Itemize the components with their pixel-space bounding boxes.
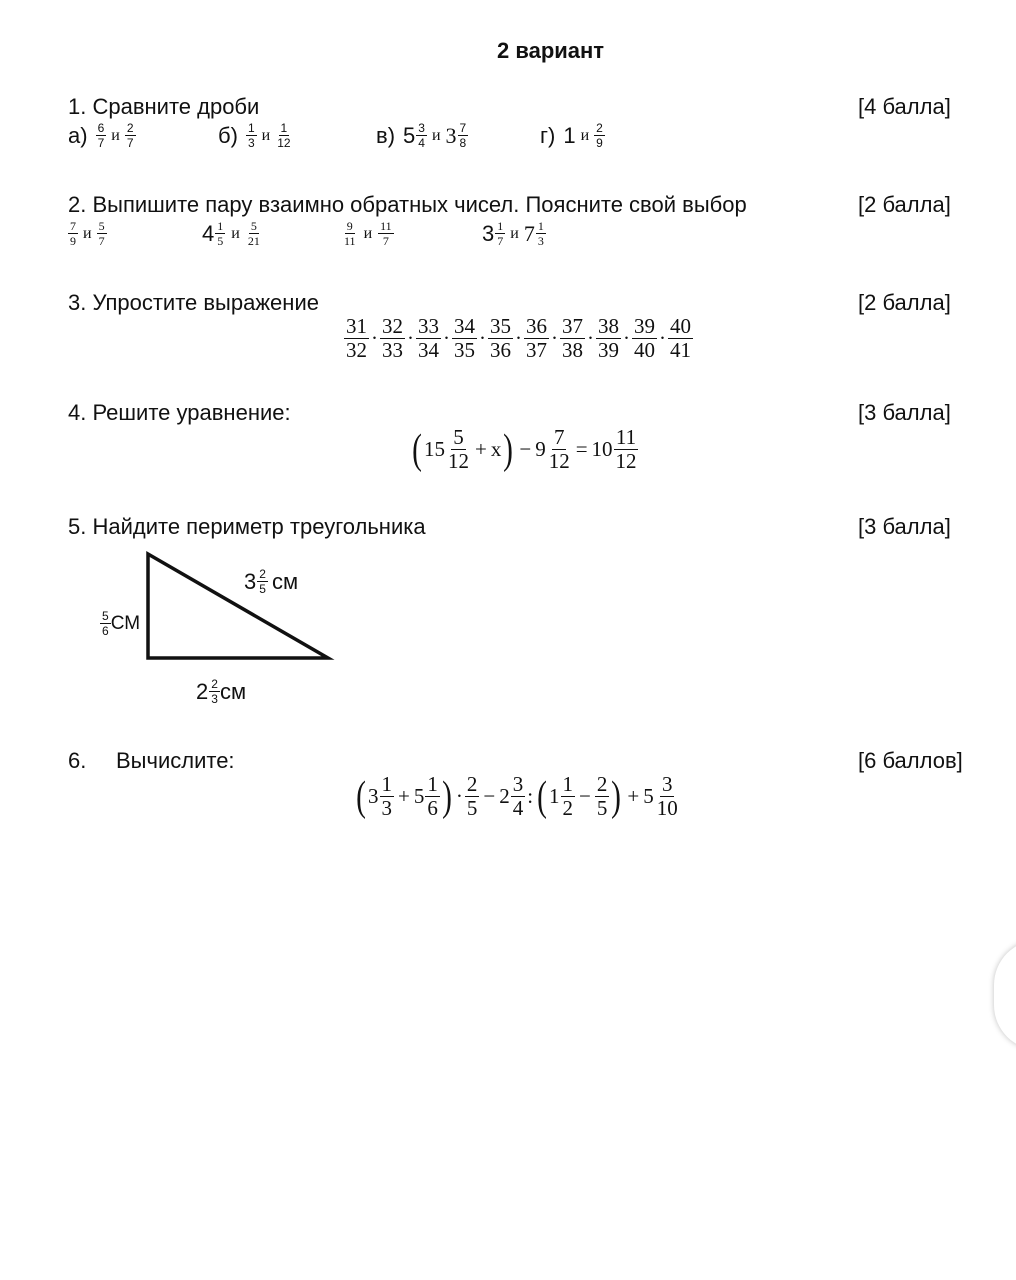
fraction: 1 7 <box>497 219 504 248</box>
task-2-item-1: 7 9 и 5 7 <box>70 219 105 248</box>
multiply-dot: · <box>551 326 558 350</box>
product-fraction: 39 40 <box>634 314 655 362</box>
task-1-item-a: а) 6 7 и 2 7 <box>68 121 134 150</box>
product-fraction: 34 35 <box>454 314 475 362</box>
product-fraction: 36 37 <box>526 314 547 362</box>
task-6-heading: Вычислите: <box>116 748 235 773</box>
fraction: 1 3 <box>247 121 255 150</box>
task-2-item-2: 4 1 5 и 5 21 <box>202 219 260 248</box>
multiply-dot: · <box>407 326 414 350</box>
fraction: 2 7 <box>126 121 134 150</box>
task-5-points: [3 балла] <box>858 514 951 539</box>
floating-scroll-button[interactable] <box>994 940 1016 1050</box>
fraction: 11 12 <box>615 425 637 473</box>
fraction: 1 6 <box>427 772 438 820</box>
product-fraction: 40 41 <box>670 314 691 362</box>
fraction: 9 11 <box>344 219 356 248</box>
item-label: в) <box>376 122 396 148</box>
multiply-dot: · <box>443 326 450 350</box>
fraction: 7 8 <box>459 121 467 150</box>
fraction: 5 12 <box>448 425 469 473</box>
fraction: 1 3 <box>537 219 544 248</box>
triangle-shape <box>148 554 328 658</box>
task-2-item-4: 3 1 7 и 7 1 3 <box>482 219 544 248</box>
task-3-points: [2 балла] <box>858 290 951 315</box>
fraction: 3 4 <box>512 772 524 820</box>
fraction: 5 6 <box>102 609 109 638</box>
task-1-item-g: г) 1 и 2 9 <box>540 121 603 150</box>
task-4-heading: 4. Решите уравнение: <box>68 400 291 425</box>
task-6-expression: ( 3 1 3 + 5 1 6 ) · 2 5 − 2 3 4 : ( 1 1 2 − $\frac{2}{5}$ ) + 5 3 10 <box>356 772 678 820</box>
fraction: 3 4 <box>418 121 425 150</box>
fraction: 11 7 <box>380 219 392 248</box>
fraction: 7 9 <box>70 219 76 248</box>
task-2-item-3: 9 11 и 11 7 <box>344 219 392 248</box>
product-fraction: 32 33 <box>382 314 403 362</box>
page-title: 2 вариант <box>497 38 605 63</box>
multiply-dot: · <box>515 326 522 350</box>
fraction: 1 2 <box>562 772 574 820</box>
multiply-dot: · <box>371 326 378 350</box>
task-4-equation: ( 15 5 12 + x ) − 9 $\frac{7}{12}$ = 10 11 12 <box>412 425 637 473</box>
fraction: 2 5 <box>259 567 266 596</box>
fraction: $\frac{7}{12}$ <box>548 425 570 473</box>
fraction: 5 21 <box>247 219 260 248</box>
item-label: б) <box>218 122 238 148</box>
item-label: г) <box>540 122 556 148</box>
product-fraction: 38 39 <box>598 314 619 362</box>
task-2-heading: 2. Выпишите пару взаимно обратных чисел. Поясните свой выбор <box>68 192 747 217</box>
multiply-dot: · <box>623 326 630 350</box>
triangle-hypotenuse-label: 3 2 5 см <box>244 567 299 596</box>
product-fraction: 31 32 <box>346 314 367 362</box>
multiply-dot: · <box>659 326 666 350</box>
task-6-number: 6. <box>68 748 87 773</box>
multiply-dot: · <box>479 326 486 350</box>
product-fraction: 35 36 <box>490 314 511 362</box>
task-2-points: [2 балла] <box>858 192 951 217</box>
fraction: 1 5 <box>217 219 224 248</box>
fraction: 1 3 <box>381 772 392 820</box>
item-label: а) <box>68 122 88 148</box>
product-fraction: 37 38 <box>562 314 583 362</box>
fraction: 2 3 <box>211 677 218 706</box>
fraction: 6 7 <box>97 121 105 150</box>
task-1-item-v: в) 5 3 4 и 3 7 8 <box>376 121 467 150</box>
task-1-heading: 1. Сравните дроби <box>68 94 260 119</box>
fraction: 2 9 <box>596 121 603 150</box>
triangle-left-label: 5 6 СМ <box>102 609 141 638</box>
fraction: 5 7 <box>98 219 105 248</box>
task-5-heading: 5. Найдите периметр треугольника <box>68 514 426 539</box>
multiply-dot: · <box>587 326 594 350</box>
fraction: 3 10 <box>656 772 678 820</box>
task-1-item-b: б) 1 3 и 1 12 <box>218 121 291 150</box>
task-3-heading: 3. Упростите выражение <box>68 290 319 315</box>
triangle-figure <box>140 548 340 668</box>
task-3-product <box>344 316 693 361</box>
triangle-bottom-label: 2 2 3 см <box>196 677 247 706</box>
task-6-points: [6 баллов] <box>858 748 963 773</box>
product-fraction: 33 34 <box>418 314 439 362</box>
fraction: 1 12 <box>277 121 291 150</box>
task-1-points: [4 балла] <box>858 94 951 119</box>
fraction: 2 5 <box>466 772 478 820</box>
fraction: $\frac{2}{5}$ <box>596 772 608 820</box>
task-4-points: [3 балла] <box>858 400 951 425</box>
